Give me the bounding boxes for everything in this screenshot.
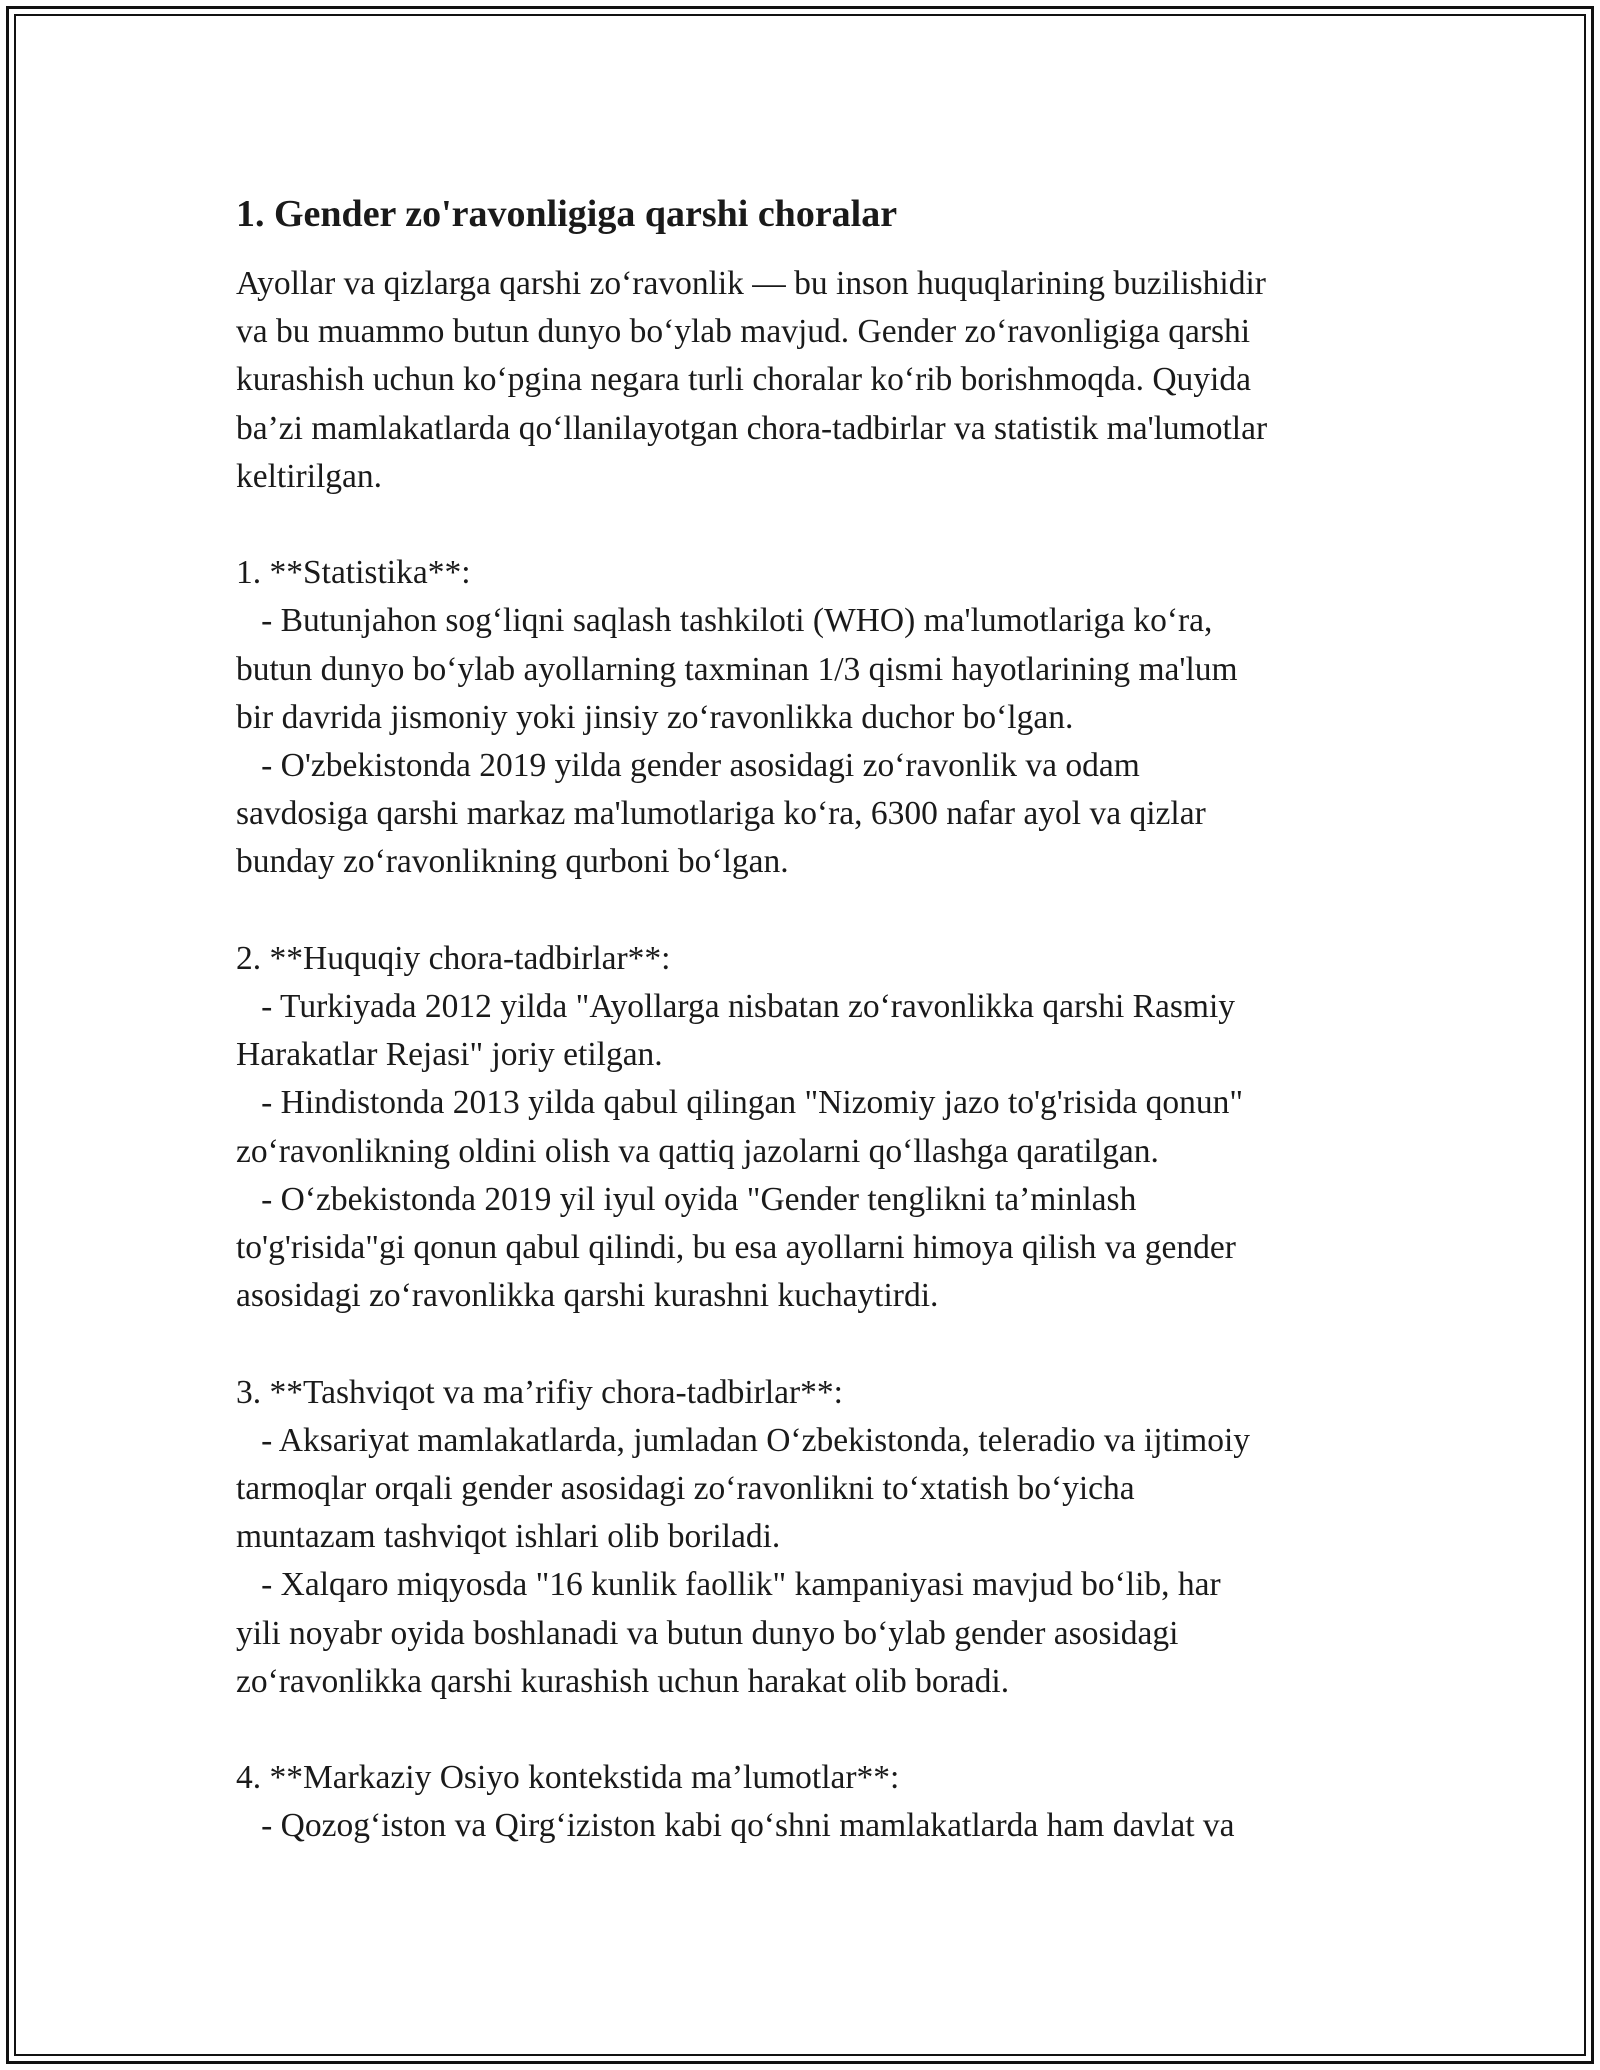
section-line: - O'zbekistonda 2019 yilda gender asosidagi zo‘ravonlik va odam [236,747,1140,785]
intro-line: keltirilgan. [236,457,383,495]
document-body [236,190,1386,1851]
section-line: zo‘ravonlikning oldini olish va qattiq jazolarni qo‘llashga qaratilgan. [236,1132,1159,1170]
section-line: Harakatlar Rejasi" joriy etilgan. [236,1036,663,1074]
section-line: to'g'risida"gi qonun qabul qilindi, bu esa ayollarni himoya qilish va gender [236,1229,1236,1267]
section-heading: 4. **Markaziy Osiyo kontekstida ma’lumotlar**: [236,1759,900,1797]
section-line: bunday zo‘ravonlikning qurboni bo‘lgan. [236,843,789,881]
page-title: 1. Gender zo'ravonligiga qarshi choralar [236,193,898,235]
section-line: muntazam tashviqot ishlari olib boriladi. [236,1518,781,1556]
section-markaziy-osiyo [236,1754,1386,1850]
section-line: asosidagi zo‘ravonlikka qarshi kurashni kuchaytirdi. [236,1277,939,1315]
section-heading: 2. **Huquqiy chora-tadbirlar**: [236,939,671,977]
section-huquqiy [236,935,1386,1321]
intro-line: Ayollar va qizlarga qarshi zo‘ravonlik — bu inson huquqlarining buzilishidir [236,265,1266,302]
section-line: yili noyabr oyida boshlanadi va butun dunyo bo‘ylab gender asosidagi [236,1614,1179,1652]
paragraph-gap [236,1706,1386,1754]
section-line: - Aksariyat mamlakatlarda, jumladan O‘zbekistonda, teleradio va ijtimoiy [236,1421,1250,1459]
section-line: zo‘ravonlikka qarshi kurashish uchun harakat olib boradi. [236,1662,1010,1700]
paragraph-gap [236,1320,1386,1368]
section-heading: 1. **Statistika**: [236,554,471,592]
intro-paragraph [236,260,1386,501]
section-line: - O‘zbekistonda 2019 yil iyul oyida "Gender tenglikni ta’minlash [236,1180,1137,1218]
section-line: - Butunjahon sog‘liqni saqlash tashkiloti (WHO) ma'lumotlariga ko‘ra, [236,602,1213,640]
section-line: tarmoqlar orqali gender asosidagi zo‘ravonlikni to‘xtatish bo‘yicha [236,1470,1135,1508]
section-line: - Hindistonda 2013 yilda qabul qilingan "Nizomiy jazo to'g'risida qonun" [236,1084,1244,1122]
section-line: - Qozog‘iston va Qirg‘iziston kabi qo‘shni mamlakatlarda ham davlat va [236,1807,1235,1845]
section-line: - Turkiyada 2012 yilda "Ayollarga nisbatan zo‘ravonlikka qarshi Rasmiy [236,988,1235,1026]
paragraph-gap [236,887,1386,935]
section-line: - Xalqaro miqyosda "16 kunlik faollik" kampaniyasi mavjud bo‘lib, har [236,1566,1221,1604]
section-line: butun dunyo bo‘ylab ayollarning taxminan 1/3 qismi hayotlarining ma'lum [236,650,1238,688]
section-tashviqot [236,1369,1386,1706]
paragraph-gap [236,501,1386,549]
section-heading: 3. **Tashviqot va ma’rifiy chora-tadbirlar**: [236,1373,843,1411]
section-line: savdosiga qarshi markaz ma'lumotlariga ko‘ra, 6300 nafar ayol va qizlar [236,795,1206,833]
intro-line: va bu muammo butun dunyo bo‘ylab mavjud. Gender zo‘ravonligiga qarshi [236,313,1251,351]
intro-line: kurashish uchun ko‘pgina negara turli choralar ko‘rib borishmoqda. Quyida [236,361,1251,399]
intro-line: ba’zi mamlakatlarda qo‘llanilayotgan chora-tadbirlar va statistik ma'lumotlar [236,409,1268,447]
section-line: bir davrida jismoniy yoki jinsiy zo‘ravonlikka duchor bo‘lgan. [236,698,1074,736]
section-statistika [236,549,1386,886]
